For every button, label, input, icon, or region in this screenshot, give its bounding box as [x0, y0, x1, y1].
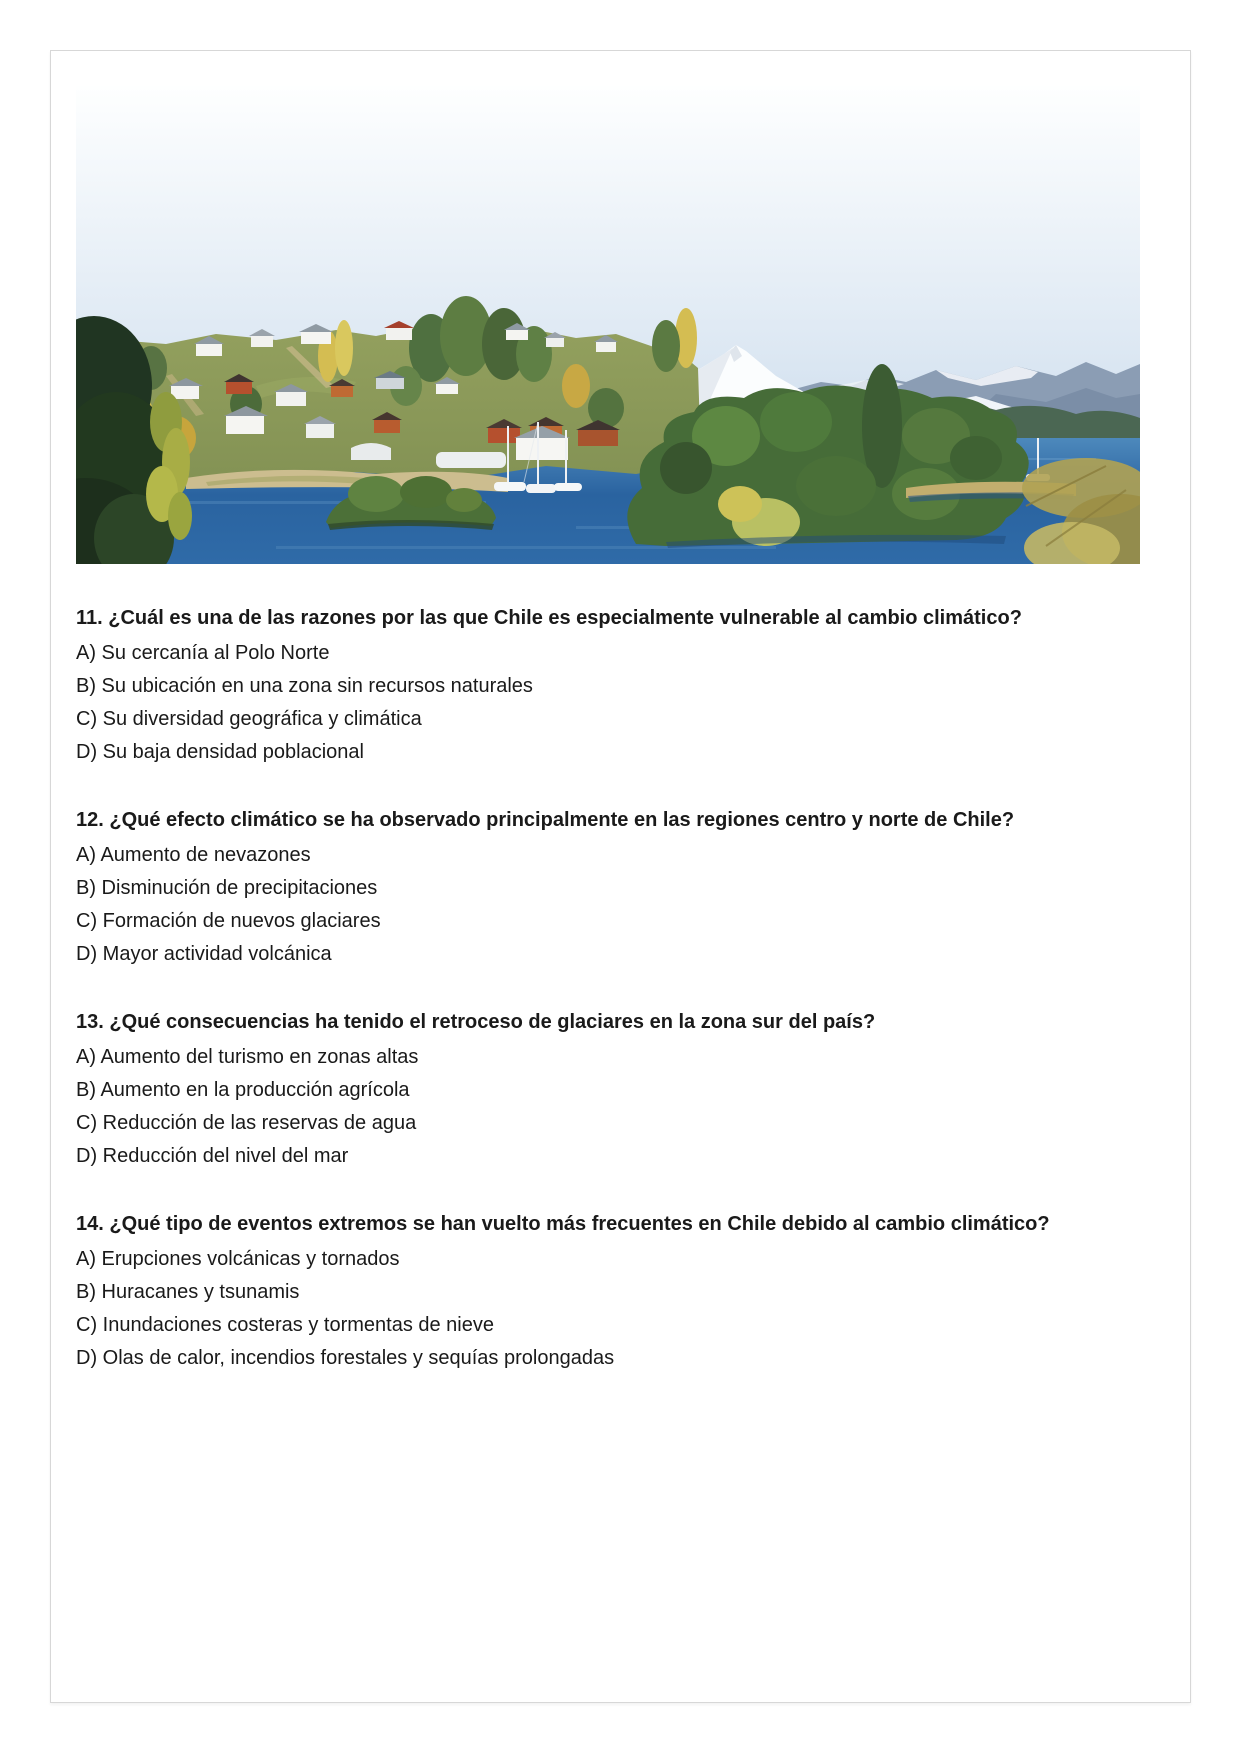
- question-13: [76, 1006, 1140, 1173]
- question-heading: 11. ¿Cuál es una de las razones por las que Chile es especialmente vulnerable al cambio climático?: [76, 607, 1022, 629]
- question-option: A) Erupciones volcánicas y tornados: [76, 1248, 400, 1270]
- question-option: D) Su baja densidad poblacional: [76, 741, 364, 763]
- document-page: [50, 50, 1191, 1703]
- question-option: B) Huracanes y tsunamis: [76, 1281, 300, 1303]
- question-14: [76, 1208, 1140, 1375]
- question-option: B) Su ubicación en una zona sin recursos naturales: [76, 675, 533, 697]
- question-option: D) Reducción del nivel del mar: [76, 1145, 349, 1167]
- question-option: C) Reducción de las reservas de agua: [76, 1112, 417, 1134]
- question-option: D) Olas de calor, incendios forestales y sequías prolongadas: [76, 1347, 615, 1369]
- question-option: C) Formación de nuevos glaciares: [76, 910, 381, 932]
- question-option: A) Su cercanía al Polo Norte: [76, 642, 330, 664]
- question-option: D) Mayor actividad volcánica: [76, 943, 332, 965]
- question-option: B) Disminución de precipitaciones: [76, 877, 378, 899]
- question-heading: 12. ¿Qué efecto climático se ha observado principalmente en las regiones centro y norte de Chile?: [76, 809, 1015, 831]
- question-option: A) Aumento del turismo en zonas altas: [76, 1046, 419, 1068]
- question-12: [76, 804, 1140, 971]
- question-option: C) Inundaciones costeras y tormentas de nieve: [76, 1314, 494, 1336]
- question-option: A) Aumento de nevazones: [76, 844, 311, 866]
- question-11: [76, 602, 1140, 769]
- question-option: B) Aumento en la producción agrícola: [76, 1079, 410, 1101]
- question-option: C) Su diversidad geográfica y climática: [76, 708, 422, 730]
- quiz-content: [76, 602, 1140, 1375]
- question-heading: 14. ¿Qué tipo de eventos extremos se han vuelto más frecuentes en Chile debido al cambio climático?: [76, 1213, 1050, 1235]
- question-heading: 13. ¿Qué consecuencias ha tenido el retroceso de glaciares en la zona sur del país?: [76, 1011, 876, 1033]
- lakeside-photo-art: [76, 86, 1140, 564]
- lakeside-photo: [76, 86, 1140, 564]
